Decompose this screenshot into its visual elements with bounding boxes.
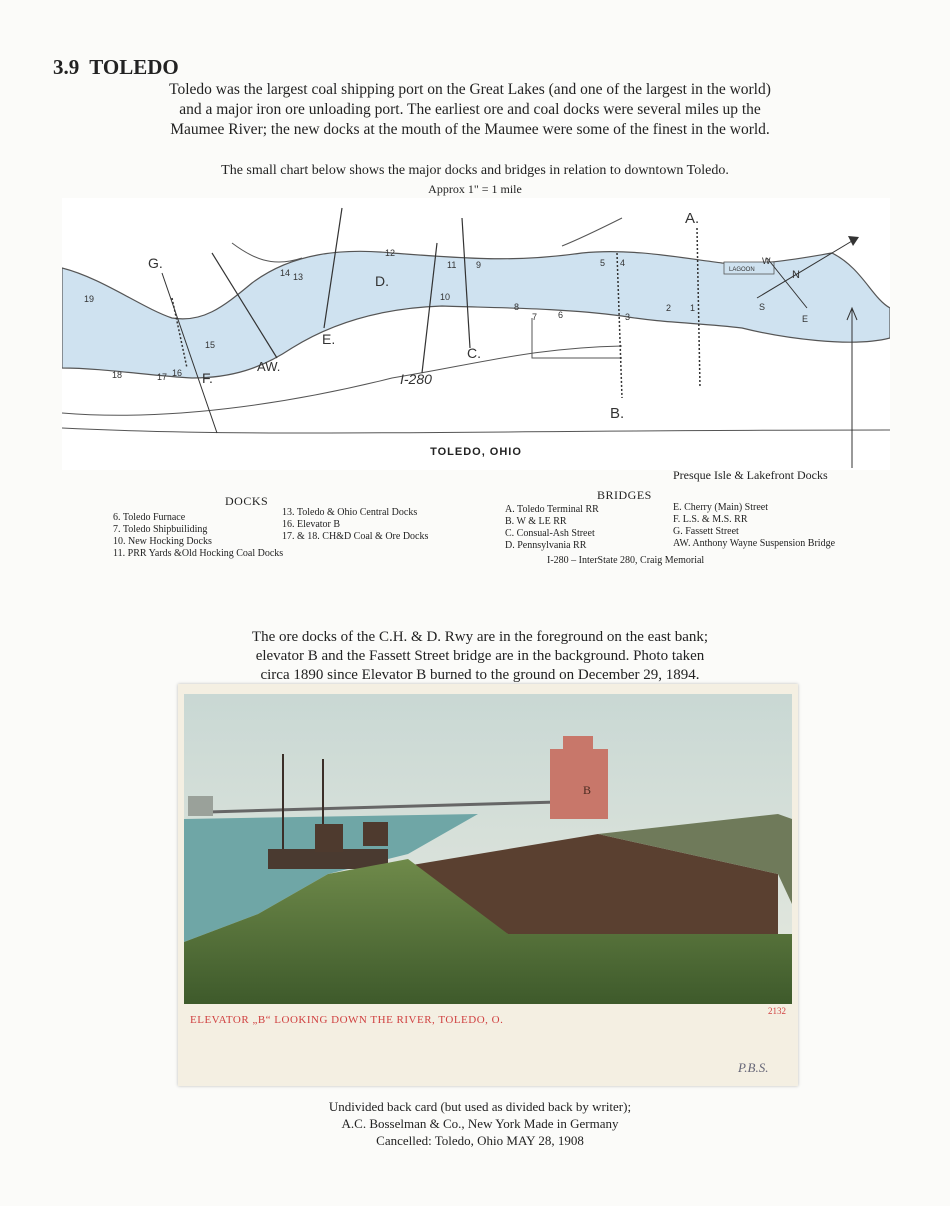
- elevator-top: [563, 736, 593, 751]
- photo-caption-line: circa 1890 since Elevator B burned to the ground on December 29, 1894.: [260, 667, 700, 683]
- bridge-item: D. Pennsylvania RR: [505, 540, 587, 551]
- bridge-label: F.: [202, 370, 213, 386]
- dock-item: 13. Toledo & Ohio Central Docks: [282, 507, 418, 518]
- bridge-item: B. W & LE RR: [505, 516, 567, 527]
- dock-number: 8: [514, 302, 520, 312]
- road-line: [562, 218, 622, 246]
- bridge-label: C.: [467, 345, 481, 361]
- dock-number: 12: [385, 248, 396, 258]
- compass-w: W: [762, 256, 771, 266]
- bridge-item: A. Toledo Terminal RR: [505, 504, 599, 515]
- postcard: [178, 684, 798, 1086]
- presque-isle-label: Presque Isle & Lakefront Docks: [673, 468, 828, 482]
- dock-number: 2: [666, 303, 672, 313]
- bridge-label: B.: [610, 405, 625, 422]
- bridge-label: D.: [375, 273, 389, 289]
- map-drawing: [62, 198, 890, 470]
- postcard-signature: P.B.S.: [738, 1060, 769, 1075]
- back-caption-line: Cancelled: Toledo, Ohio MAY 28, 1908: [376, 1133, 584, 1148]
- dock-number: 9: [476, 260, 482, 270]
- docks-heading: DOCKS: [225, 494, 269, 508]
- postcard-back-caption: [260, 1098, 700, 1149]
- bridge-item: G. Fassett Street: [673, 526, 739, 537]
- map-caption: The small chart below shows the major docks and bridges in relation to downtown Toledo.: [221, 163, 729, 178]
- bridges-list-2: [673, 502, 835, 550]
- intro-paragraph: [120, 80, 820, 140]
- elevator-b: [550, 749, 608, 819]
- map-title: TOLEDO, OHIO: [430, 446, 522, 458]
- interstate-label: I-280: [400, 371, 432, 387]
- section-heading: [53, 55, 189, 80]
- bridge-label: E.: [322, 331, 336, 347]
- bridges-heading: BRIDGES: [597, 488, 652, 502]
- docks-list-2: [282, 507, 428, 543]
- road-line: [532, 318, 622, 358]
- photo-caption-line: The ore docks of the C.H. & D. Rwy are in the foreground on the east bank;: [251, 629, 709, 645]
- dock-number: 15: [205, 340, 216, 350]
- section-title: TOLEDO: [89, 55, 179, 79]
- intro-line: and a major iron ore unloading port. The earliest ore and coal docks were several miles up the: [179, 101, 761, 118]
- dock-number: 19: [84, 294, 95, 304]
- dock-item: 16. Elevator B: [282, 519, 341, 530]
- section-number: 3.9: [53, 55, 80, 79]
- dock-item: 10. New Hocking Docks: [113, 536, 212, 547]
- dock-item: 7. Toledo Shipbuiliding: [113, 524, 208, 535]
- postcard-number: 2132: [768, 1006, 786, 1016]
- dock-number: 10: [440, 292, 451, 302]
- map-scale: Approx 1" = 1 mile: [428, 182, 522, 196]
- bridge-item: F. L.S. & M.S. RR: [673, 514, 748, 525]
- docks-list-1: [113, 512, 283, 560]
- lagoon-label: LAGOON: [729, 267, 755, 273]
- dock-number: 5: [600, 258, 606, 268]
- compass-s: S: [759, 302, 766, 312]
- dock-item: 6. Toledo Furnace: [113, 512, 186, 523]
- bridges-list-1: [505, 504, 599, 552]
- distant-building: [188, 796, 213, 816]
- bridge-item: AW. Anthony Wayne Suspension Bridge: [673, 538, 836, 549]
- unloading-crane: [315, 824, 343, 852]
- shore-line: [62, 428, 890, 433]
- dock-number: 7: [532, 312, 538, 322]
- dock-number: 18: [112, 370, 123, 380]
- dock-item: 11. PRR Yards &Old Hocking Coal Docks: [113, 548, 284, 559]
- dock-item: 17. & 18. CH&D Coal & Ore Docks: [282, 531, 429, 542]
- photo-caption-line: elevator B and the Fassett Street bridge are in the background. Photo taken: [255, 648, 705, 664]
- bridge-label: G.: [148, 255, 163, 271]
- dock-number: 3: [625, 312, 631, 322]
- intro-line: Toledo was the largest coal shipping port on the Great Lakes (and one of the largest in the world): [169, 81, 771, 98]
- bridge-label: AW.: [257, 359, 281, 374]
- bridge-item: C. Consual-Ash Street: [505, 528, 595, 539]
- toledo-map: [62, 198, 890, 470]
- dock-number: 13: [293, 272, 304, 282]
- photo-caption: [200, 628, 760, 685]
- dock-number: 4: [620, 258, 626, 268]
- bridges-footnote: I-280 – InterState 280, Craig Memorial: [547, 555, 705, 566]
- dock-number: 14: [280, 268, 291, 278]
- bridge-item: E. Cherry (Main) Street: [673, 502, 768, 513]
- dock-number: 6: [558, 310, 564, 320]
- bridge-label: A.: [685, 210, 700, 227]
- compass-e: E: [802, 314, 809, 324]
- dock-number: 16: [172, 368, 183, 378]
- intro-line: Maumee River; the new docks at the mouth of the Maumee were some of the finest in the world.: [170, 121, 770, 138]
- dock-number: 1: [690, 303, 696, 313]
- elevator-letter: B: [583, 783, 592, 797]
- postcard-caption: ELEVATOR „B“ LOOKING DOWN THE RIVER, TOLEDO, O.: [190, 1014, 504, 1026]
- road-line: [232, 243, 302, 262]
- back-caption-line: A.C. Bosselman & Co., New York Made in Germany: [341, 1116, 619, 1131]
- back-caption-line: Undivided back card (but used as divided back by writer);: [328, 1099, 632, 1114]
- unloading-crane: [363, 822, 388, 846]
- dock-number: 17: [157, 372, 168, 382]
- compass-arrowhead: [848, 236, 859, 246]
- dock-number: 11: [447, 260, 457, 270]
- compass-n: N: [792, 269, 800, 281]
